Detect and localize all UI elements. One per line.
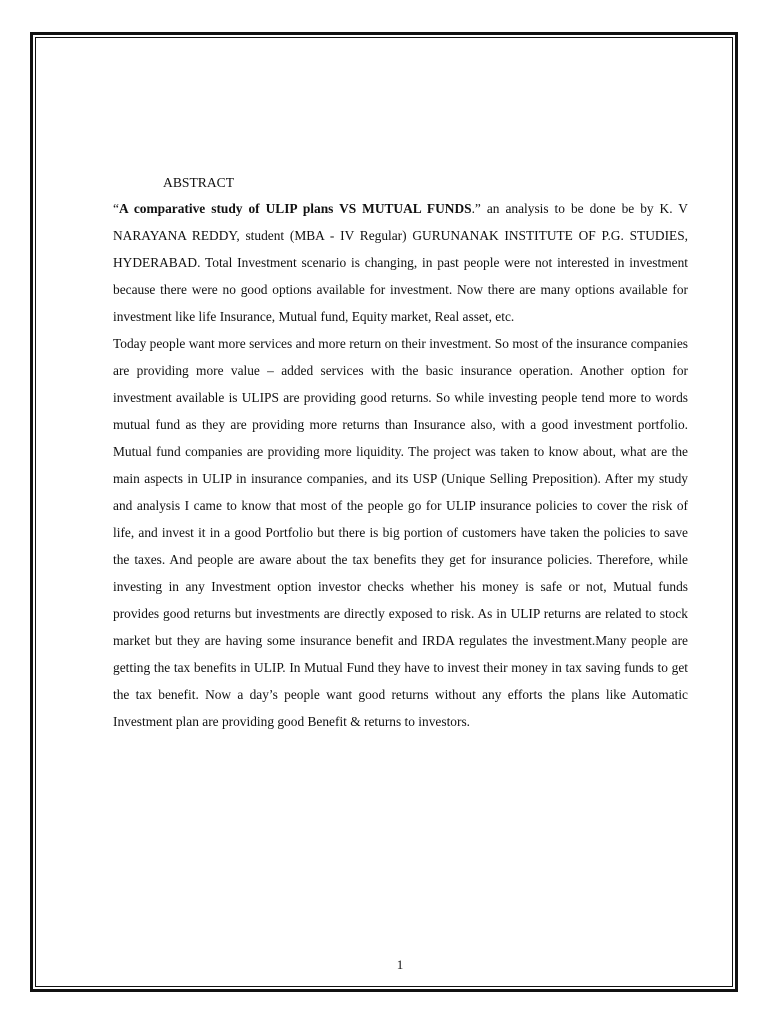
paragraph-1-text: .” an analysis to be done be by K. V NARAYANA REDDY, student (MBA - IV Regular) GURUNANAK INSTITUTE OF P.G. STUDIES, HYDERABAD. Total Investment scenario is changing, in past people were not interested in investment because there were no good options available for investment. Now there are many options available for investment like life Insurance, Mutual fund, Equity market, Real asset, etc.: [113, 201, 688, 324]
document-body: [113, 170, 688, 735]
page-number: 1: [396, 957, 404, 972]
abstract-heading: ABSTRACT: [163, 175, 235, 190]
study-title: A comparative study of ULIP plans VS MUTUAL FUNDS: [118, 201, 472, 216]
abstract-paragraph-1: [113, 195, 688, 330]
abstract-paragraph-2: Today people want more services and more return on their investment. So most of the insurance companies are providing more value – added services with the basic insurance operation. Another option for investment available is ULIPS are providing good returns. So while investing people tend more to words mutual fund as they are providing more returns than Insurance also, with a good investment portfolio. Mutual fund companies are providing more liquidity. The project was taken to know about, what are the main aspects in ULIP in insurance companies, and its USP (Unique Selling Preposition). After my study and analysis I came to know that most of the people go for ULIP insurance policies to cover the risk of life, and invest it in a good Portfolio but there is big portion of customers have taken the policies to save the taxes. And people are aware about the tax benefits they get for insurance policies. Therefore, while investing in any Investment option investor checks whether his money is safe or not, Mutual funds provides good returns but investments are directly exposed to risk. As in ULIP returns are related to stock market but they are having some insurance benefit and IRDA regulates the investment.Many people are getting the tax benefits in ULIP. In Mutual Fund they have to invest their money in tax saving funds to get the tax benefit. Now a day’s people want good returns without any efforts the plans like Automatic Investment plan are providing good Benefit & returns to investors.: [113, 336, 688, 729]
open-quote: “: [113, 201, 119, 216]
